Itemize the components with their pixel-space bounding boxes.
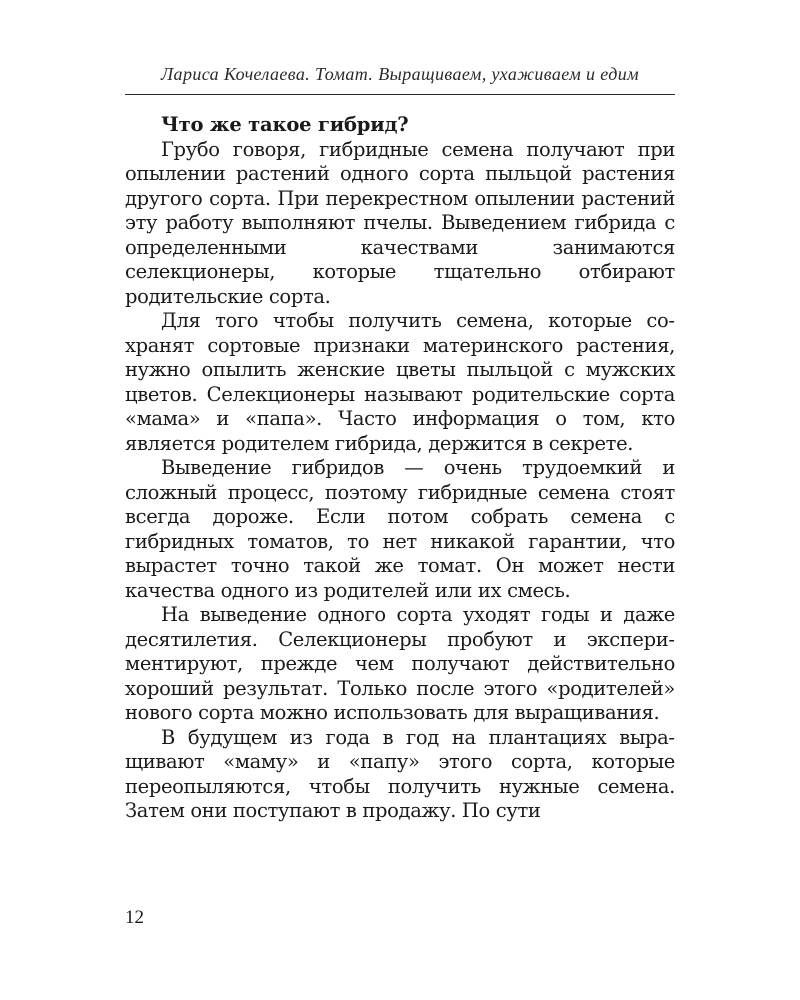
paragraph-3: Выведение гибридов — очень трудоемкий и сложный процесс, поэтому гибридные семена стоят всегда дороже. Если потом собрать семена с гибридных томатов, то нет никакой гарантии, что вырастет точно такой же томат. Он может нести качества одного из родителей или их смесь. [125,456,675,602]
paragraph-1: Грубо говоря, гибридные семена получают при опылении растений одного сорта пыльцой растения другого сорта. При перекрестном опылении растений эту работу выполняют пчелы. Выведением гибрида с определенными качествами занимаются селекционеры, которые тщательно отбирают родительские сорта. [125,137,675,308]
page-number: 12 [125,907,144,928]
paragraph-5: В будущем из года в год на плантациях выращивают «маму» и «папу» этого сорта, которые переопыляются, чтобы получить нужные семена. Затем они поступают в продажу. По сути [125,725,675,822]
section-title: Что же такое гибрид? [161,113,409,136]
paragraph-2: Для того чтобы получить семена, которые сохранят сортовые признаки материнского растения, нужно опылить женские цветы пыльцой с мужских цветов. Селекционеры называют родительские сорта «мама» и «папа». Часто информация о том, кто является родителем гибрида, держится в секрете. [125,309,675,455]
header-rule [125,94,675,95]
paragraph-4: На выведение одного сорта уходят годы и даже десятилетия. Селекционеры пробуют и экспериментируют, прежде чем получают действительно хороший результат. Только после этого «родителей» нового сорта можно использовать для выращивания. [125,603,675,724]
page-body [125,113,675,824]
running-header: Лариса Кочелаева. Томат. Выращиваем, ухаживаем и едим [160,64,640,84]
